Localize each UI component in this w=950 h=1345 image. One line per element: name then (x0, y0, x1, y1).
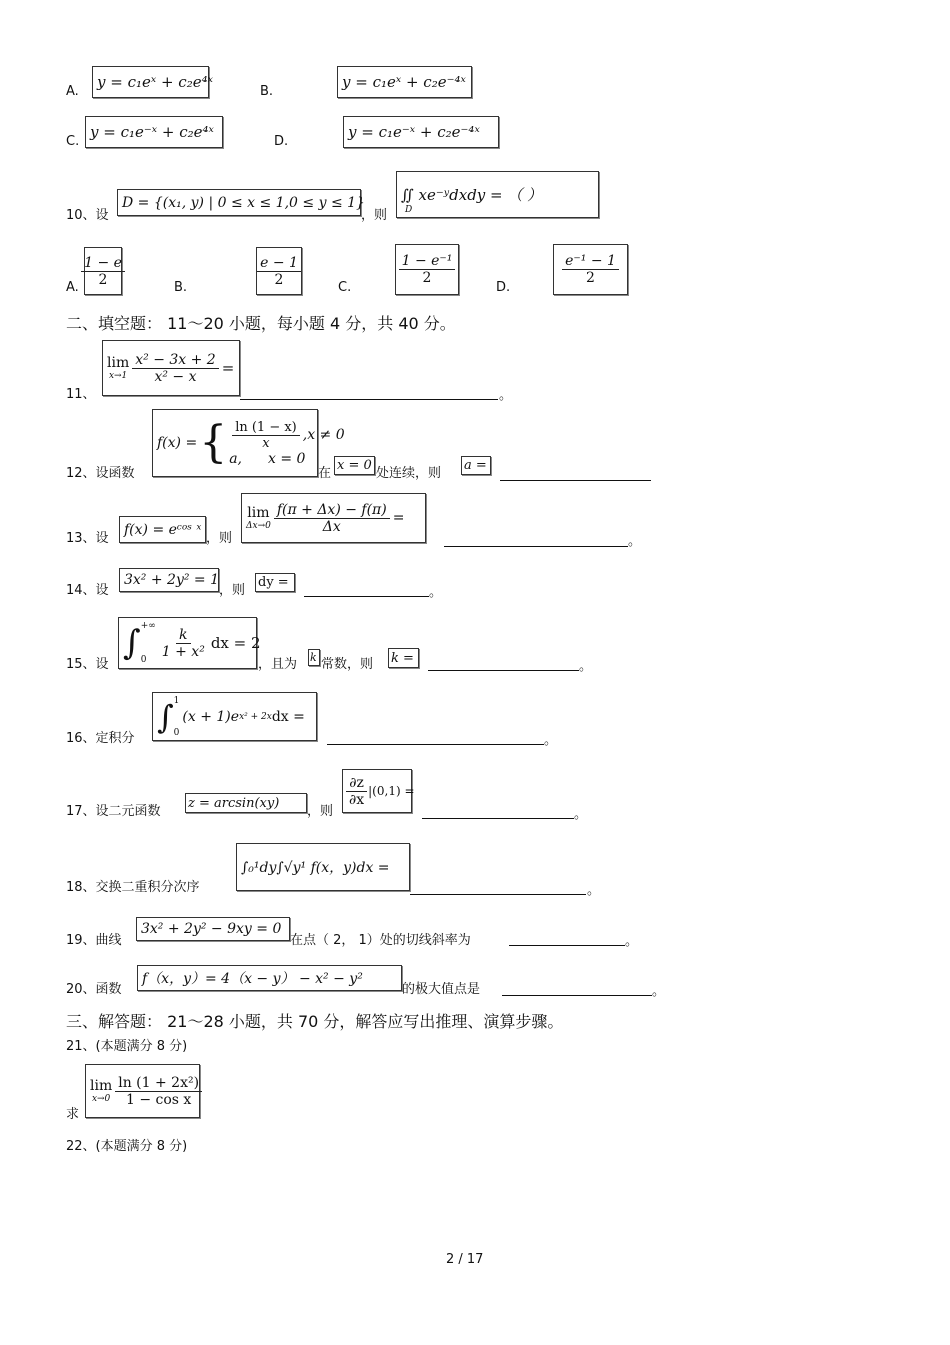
section-heading: 二、填空题： 11～20 小题，每小题 4 分，共 40 分。 (66, 314, 456, 333)
formula-box: a = (461, 456, 491, 475)
fraction-box (395, 244, 459, 295)
formula-box: y = c₁eˣ + c₂e⁴ˣ (92, 66, 209, 98)
fraction-numerator: ln (1 + 2x²) (115, 1075, 202, 1092)
fraction-numerator: 1 − e⁻¹ (399, 253, 456, 270)
fraction-denominator: Δx (322, 518, 341, 535)
integrand: (x + 1)e (182, 708, 240, 725)
fraction-denominator: x² − x (154, 368, 197, 385)
equals-sign: = (392, 510, 405, 526)
period: 。 (579, 659, 593, 674)
function-label: f(x) = (157, 435, 198, 451)
question-number: 10、设 (66, 208, 109, 223)
integral-sign: ∫ (157, 697, 174, 736)
integral-tail: dx = 2 (210, 634, 261, 652)
formula-box: f(x) = eᶜᵒˢ ˣ (119, 516, 206, 543)
partial-numerator: ∂z (346, 775, 367, 792)
answer-blank[interactable] (500, 479, 651, 481)
section-heading: 三、解答题： 21～28 小题，共 70 分，解答应写出推理、演算步骤。 (66, 1012, 564, 1031)
question-text: 在点（ 2， 1）处的切线斜率为 (290, 933, 471, 948)
fraction-numerator: f(π + Δx) − f(π) (274, 502, 390, 519)
answer-blank[interactable] (422, 817, 574, 819)
period: 。 (628, 534, 642, 549)
fraction-denominator: 2 (422, 270, 432, 286)
period: 。 (587, 883, 601, 898)
lim-subscript: Δx→0 (246, 521, 271, 531)
fraction-box (256, 247, 302, 295)
exponent: x² + 2x (239, 711, 272, 722)
integral-box (118, 617, 261, 669)
integral-box (396, 171, 599, 218)
period: 。 (544, 733, 558, 748)
period: 。 (429, 585, 443, 600)
question-number: 20、函数 (66, 982, 122, 997)
question-number: 15、设 (66, 657, 109, 672)
then-text: ，则 (307, 804, 334, 819)
case-condition: ,x ≠ 0 (302, 427, 345, 443)
fraction-denominator: 2 (98, 271, 108, 288)
formula-box: y = c₁e⁻ˣ + c₂e⁴ˣ (85, 116, 223, 148)
ask-text: 求 (66, 1107, 80, 1122)
option-letter: B. (174, 280, 188, 295)
limit-box (241, 493, 426, 543)
formula-box: k (308, 649, 320, 666)
question-number: 16、定积分 (66, 731, 135, 746)
integral-expression: ∬ xe⁻ʸdxdy = （ ） (401, 186, 543, 204)
answer-blank[interactable] (410, 893, 586, 895)
partial-denominator: ∂x (349, 791, 365, 808)
answer-blank[interactable] (327, 743, 544, 745)
lower-limit: 0 (173, 727, 180, 738)
period: 。 (652, 984, 666, 999)
lim-operator: lim (107, 355, 130, 371)
then-text: ，则 (206, 531, 233, 546)
option-letter: D. (496, 280, 511, 295)
connector-text: 在 (318, 466, 332, 481)
question-number: 18、交换二重积分次序 (66, 880, 200, 895)
connector-text: 处连续，则 (376, 466, 442, 481)
question-number: 19、曲线 (66, 933, 122, 948)
formula-box: z = arcsin(xy) (185, 793, 307, 813)
case-condition: x = 0 (267, 450, 306, 467)
fraction-denominator: 2 (586, 270, 595, 286)
case-value: a, (229, 450, 242, 467)
option-letter: C. (338, 280, 352, 295)
period: 。 (499, 388, 513, 403)
question-number: 17、设二元函数 (66, 804, 161, 819)
case-denominator: x (262, 435, 270, 451)
fraction-numerator: 1 − e (81, 255, 125, 272)
formula-box: dy = (255, 573, 295, 592)
period: 。 (625, 934, 639, 949)
question-number: 13、设 (66, 531, 109, 546)
equals-sign: = (221, 359, 235, 377)
option-letter: C. (66, 134, 80, 149)
integral-box (152, 692, 317, 741)
domain-box: D = {(x₁, y) | 0 ≤ x ≤ 1,0 ≤ y ≤ 1} (117, 189, 361, 216)
upper-limit: +∞ (140, 621, 156, 631)
formula-box: y = c₁eˣ + c₂e⁻⁴ˣ (337, 66, 472, 98)
limit-box (102, 340, 240, 396)
answer-blank[interactable] (502, 994, 652, 996)
question-number: 11、 (66, 387, 96, 402)
connector-text: ，且为 (258, 657, 298, 672)
double-integral-box: ∫₀¹dy∫√y¹ f(x，y)dx = (236, 843, 410, 891)
option-letter: A. (66, 84, 79, 99)
fraction-box (553, 244, 628, 295)
fraction-numerator: e⁻¹ − 1 (562, 253, 619, 270)
question-title: 21、(本题满分 8 分) (66, 1039, 188, 1054)
answer-blank[interactable] (509, 944, 625, 946)
evaluation: |(0,1) = (368, 784, 415, 798)
then-text: ，则 (361, 208, 388, 223)
fraction-box (84, 247, 122, 295)
answer-blank[interactable] (444, 545, 628, 547)
partial-derivative-box (342, 769, 415, 813)
option-letter: B. (260, 84, 274, 99)
lim-subscript: x→0 (91, 1094, 111, 1104)
connector-text: 常数，则 (321, 657, 374, 672)
then-text: ，则 (219, 583, 246, 598)
answer-blank[interactable] (304, 595, 429, 597)
upper-limit: 1 (173, 695, 180, 706)
answer-blank[interactable] (428, 669, 579, 671)
lim-subscript: x→1 (108, 371, 128, 381)
fraction-denominator: 1 + x² (161, 643, 205, 660)
integral-tail: dx = (271, 708, 305, 725)
fraction-numerator: x² − 3x + 2 (132, 352, 218, 369)
formula-box: k = (388, 648, 419, 668)
case-numerator: ln (1 − x) (232, 420, 300, 436)
limit-box (85, 1064, 200, 1118)
question-text: 的极大值点是 (402, 982, 481, 997)
lower-limit: 0 (140, 655, 147, 665)
option-letter: D. (274, 134, 289, 149)
integral-sign: ∫ (123, 623, 141, 663)
piecewise-box: f(x) = { $\frac{\ln (1 - x)}{x}$ ,x ≠ 0 a, x = 0 (152, 409, 318, 477)
formula-box: 3x² + 2y² − 9xy = 0 (136, 917, 290, 941)
integral-domain-label: D (405, 205, 413, 215)
formula-box: f（x，y）= 4（x − y） − x² − y² (137, 965, 402, 991)
question-number: 14、设 (66, 583, 109, 598)
formula-box: 3x² + 2y² = 1 (119, 568, 219, 592)
fraction-denominator: 1 − cos x (125, 1091, 192, 1108)
question-number: 12、设函数 (66, 466, 135, 481)
answer-blank[interactable] (240, 398, 498, 400)
page-number: 2 / 17 (446, 1252, 484, 1267)
period: 。 (574, 807, 588, 822)
lim-operator: lim (90, 1078, 113, 1094)
option-letter: A. (66, 280, 79, 295)
question-title: 22、(本题满分 8 分) (66, 1139, 188, 1154)
formula-box: y = c₁e⁻ˣ + c₂e⁻⁴ˣ (343, 116, 499, 148)
formula-box: x = 0 (334, 456, 375, 475)
fraction-numerator: k (176, 627, 190, 644)
fraction-numerator: e − 1 (257, 255, 301, 272)
lim-operator: lim (247, 505, 270, 521)
fraction-denominator: 2 (274, 271, 284, 288)
